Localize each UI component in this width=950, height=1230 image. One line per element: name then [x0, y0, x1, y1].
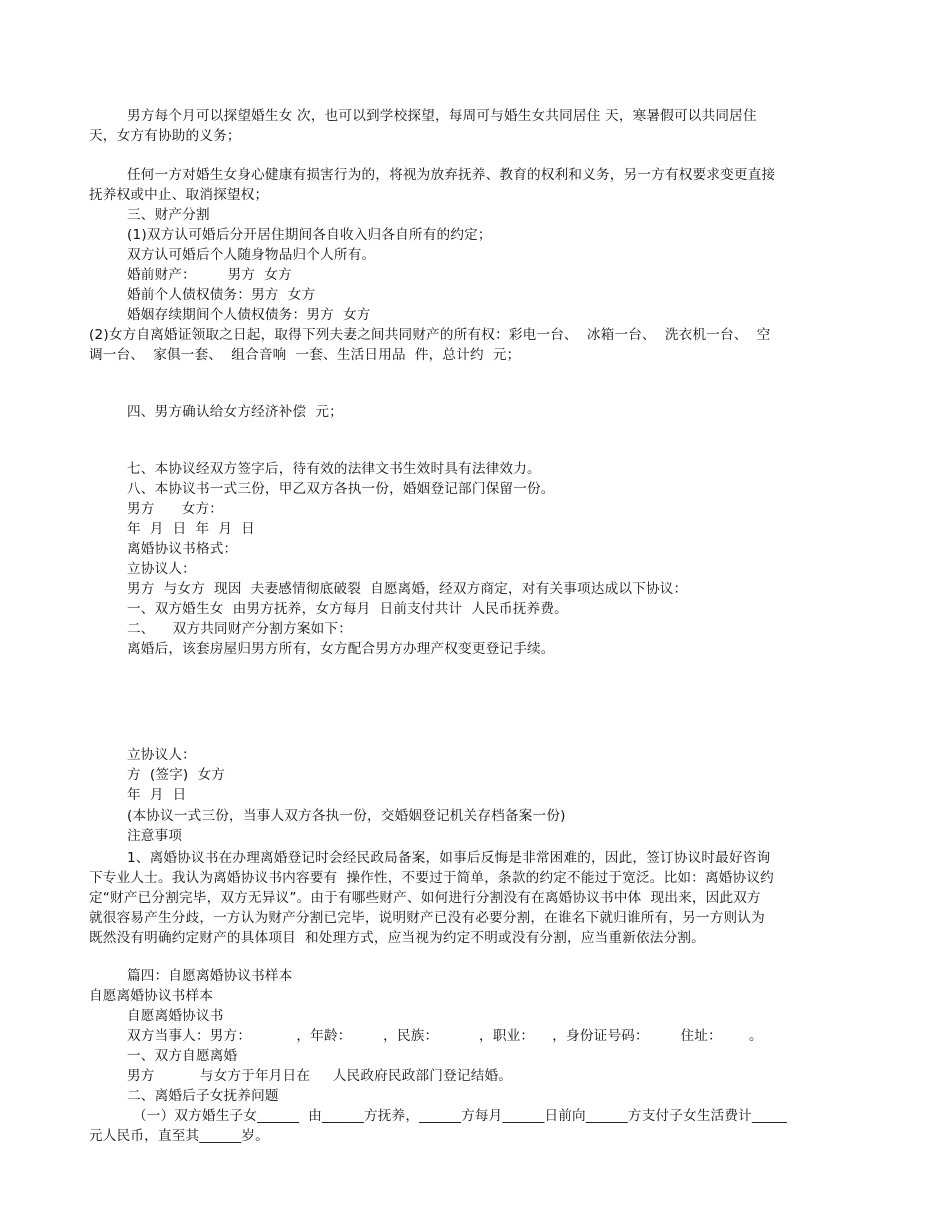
- text-line: 婚前个人债权债务：男方 女方: [127, 287, 316, 303]
- text-line: (2)女方自离婚证领取之日起，取得下列夫妻之间共同财产的所有权：彩电一台、 冰箱一台、 洗衣机一台、 空: [89, 327, 771, 343]
- text-line: 就很容易产生分歧，一方认为财产分割已完毕，说明财产已没有必要分割，在谁名下就归谁所有，另一方则认为: [89, 910, 765, 926]
- section-heading: 三、财产分割: [127, 207, 210, 223]
- text-line: 调一台、 家俱一套、 组合音响 一套、生活日用品 件，总计约 元；: [89, 347, 521, 363]
- text-line: 自愿离婚协议书样本: [89, 988, 214, 1004]
- text-line: 抚养权或中止、取消探望权；: [89, 187, 269, 203]
- text-line: 七、本协议经双方签字后，待有效的法律文书生效时具有法律效力。: [127, 461, 541, 477]
- text-line: 八、本协议书一式三份，甲乙双方各执一份，婚姻登记部门保留一份。: [127, 481, 555, 497]
- text-line: 双方认可婚后个人随身物品归个人所有。: [127, 247, 376, 263]
- text-line: 自愿离婚协议书: [127, 1008, 224, 1024]
- text-line: (1)双方认可婚后分开居住期间各自收入归各自所有的约定；: [127, 227, 492, 243]
- text-line: 任何一方对婚生女身心健康有损害行为的，将视为放弃抚养、教育的权利和义务，另一方有权要求变更直接: [127, 167, 776, 183]
- text-line: 四、男方确认给女方经济补偿 元；: [127, 404, 343, 420]
- text-line: 方 (签字) 女方: [127, 767, 226, 783]
- text-line: 下专业人士。我认为离婚协议书内容要有 操作性，不要过于简单，条款的约定不能过于宽泛。比如：离婚协议约: [89, 870, 774, 886]
- text-line: 年 月 日 年 月 日: [127, 521, 255, 537]
- text-line: 男方 女方：: [127, 501, 224, 517]
- text-line: 双方当事人：男方： ，年龄： ，民族： ，职业： ，身份证号码： 住址： 。: [127, 1028, 763, 1044]
- text-line: 二、离婚后子女抚养问题: [127, 1088, 279, 1104]
- text-line: （一）双方婚生子女______ 由______方抚养，______方每月______日前向______方支付子女生活费计_____: [133, 1108, 787, 1124]
- text-line: 注意事项: [127, 828, 183, 844]
- section-heading: 篇四：自愿离婚协议书样本: [127, 968, 293, 984]
- text-line: 离婚协议书格式：: [127, 541, 238, 557]
- text-line: 天，女方有协助的义务；: [89, 128, 241, 144]
- text-line: 离婚后，该套房屋归男方所有，女方配合男方办理产权变更登记手续。: [127, 641, 555, 657]
- text-line: 既然没有明确约定财产的具体项目 和处理方式，应当视为约定不明或没有分割，应当重新依法分割。: [89, 930, 705, 946]
- text-line: 婚姻存续期间个人债权债务：男方 女方: [127, 307, 371, 323]
- text-line: 一、双方自愿离婚: [127, 1048, 238, 1064]
- text-line: 立协议人：: [127, 561, 196, 577]
- text-line: (本协议一式三份，当事人双方各执一份，交婚姻登记机关存档备案一份): [127, 808, 566, 824]
- text-line: 立协议人：: [127, 747, 196, 763]
- text-line: 婚前财产： 男方 女方: [127, 267, 292, 283]
- text-line: 定“财产已分割完毕，双方无异议”。由于有哪些财产、如何进行分割没有在离婚协议书中体 现出来，因此双方: [89, 890, 761, 906]
- text-line: 一、双方婚生女 由男方抚养，女方每月 日前支付共计 人民币抚养费。: [127, 601, 568, 617]
- text-line: 1、离婚协议书在办理离婚登记时会经民政局备案，如事后反悔是非常困难的，因此，签订协议时最好咨询: [127, 850, 771, 866]
- text-line: 年 月 日: [127, 787, 187, 803]
- text-line: 元人民币，直至其______岁。: [89, 1128, 269, 1144]
- text-line: 二、 双方共同财产分割方案如下：: [127, 621, 352, 637]
- text-line: 男方 与女方 现因 夫妻感情彻底破裂 自愿离婚，经双方商定，对有关事项达成以下协议：: [127, 581, 688, 597]
- text-line: 男方 与女方于年月日在 人民政府民政部门登记结婚。: [127, 1068, 513, 1084]
- text-line: 男方每个月可以探望婚生女 次，也可以到学校探望，每周可与婚生女共同居住 天，寒暑假可以共同居住: [127, 108, 757, 124]
